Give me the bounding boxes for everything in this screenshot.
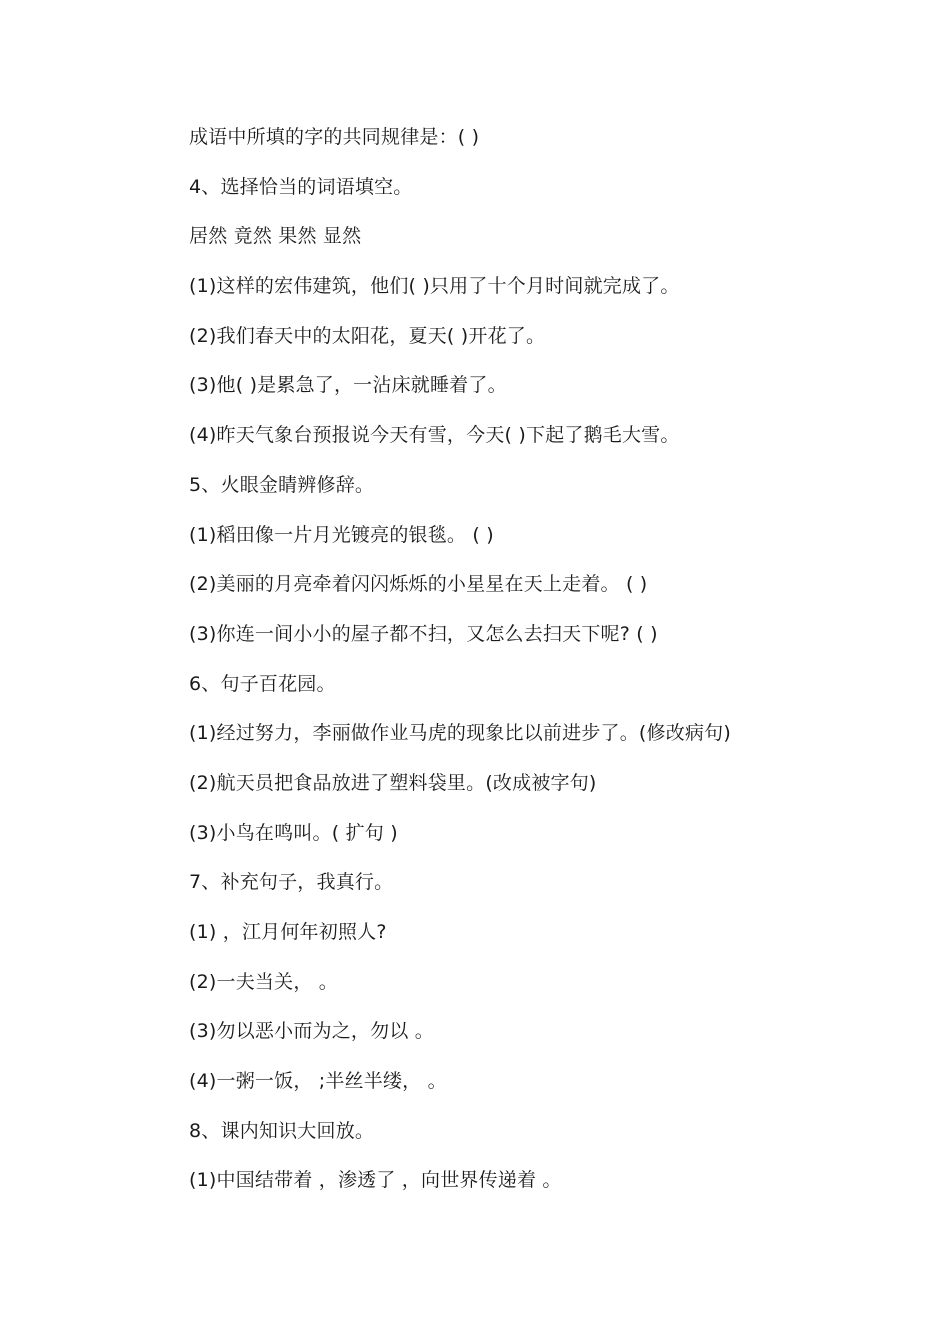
question-item: (3)小鸟在鸣叫。( 扩句 ) (189, 821, 398, 844)
question-item: (4)一粥一饭， ;半丝半缕， 。 (189, 1070, 447, 1093)
document-body (189, 122, 889, 1215)
question-item: (2)美丽的月亮牵着闪闪烁烁的小星星在天上走着。 ( ) (189, 573, 648, 596)
section-heading: 8、课内知识大回放。 (189, 1119, 375, 1142)
question-item: (4)昨天气象台预报说今天有雪，今天( )下起了鹅毛大雪。 (189, 424, 680, 447)
question-item: (3)你连一间小小的屋子都不扫，又怎么去扫天下呢? ( ) (189, 622, 658, 645)
question-item: (1)稻田像一片月光镀亮的银毯。 ( ) (189, 523, 494, 546)
section-heading: 7、补充句子，我真行。 (189, 871, 394, 894)
section-heading: 4、选择恰当的词语填空。 (189, 175, 413, 198)
question-item: (2)一夫当关， 。 (189, 970, 338, 993)
text-line: 成语中所填的字的共同规律是：( ) (189, 126, 480, 148)
word-options: 居然 竟然 果然 显然 (189, 225, 362, 248)
question-item: (1)经过努力，李丽做作业马虎的现象比以前进步了。(修改病句) (189, 722, 731, 745)
question-item: (3)勿以恶小而为之，勿以 。 (189, 1020, 434, 1043)
question-item: (2)我们春天中的太阳花，夏天( )开花了。 (189, 324, 546, 347)
question-item: (2)航天员把食品放进了塑料袋里。(改成被字句) (189, 771, 597, 794)
section-heading: 5、火眼金睛辨修辞。 (189, 473, 375, 496)
question-item: (1)中国结带着 ，渗透了 ，向世界传递着 。 (189, 1169, 562, 1192)
section-heading: 6、句子百花园。 (189, 672, 336, 695)
question-item: (1) ，江月何年初照人? (189, 921, 387, 943)
question-item: (1)这样的宏伟建筑，他们( )只用了十个月时间就完成了。 (189, 275, 680, 298)
question-item: (3)他( )是累急了，一沾床就睡着了。 (189, 374, 507, 397)
